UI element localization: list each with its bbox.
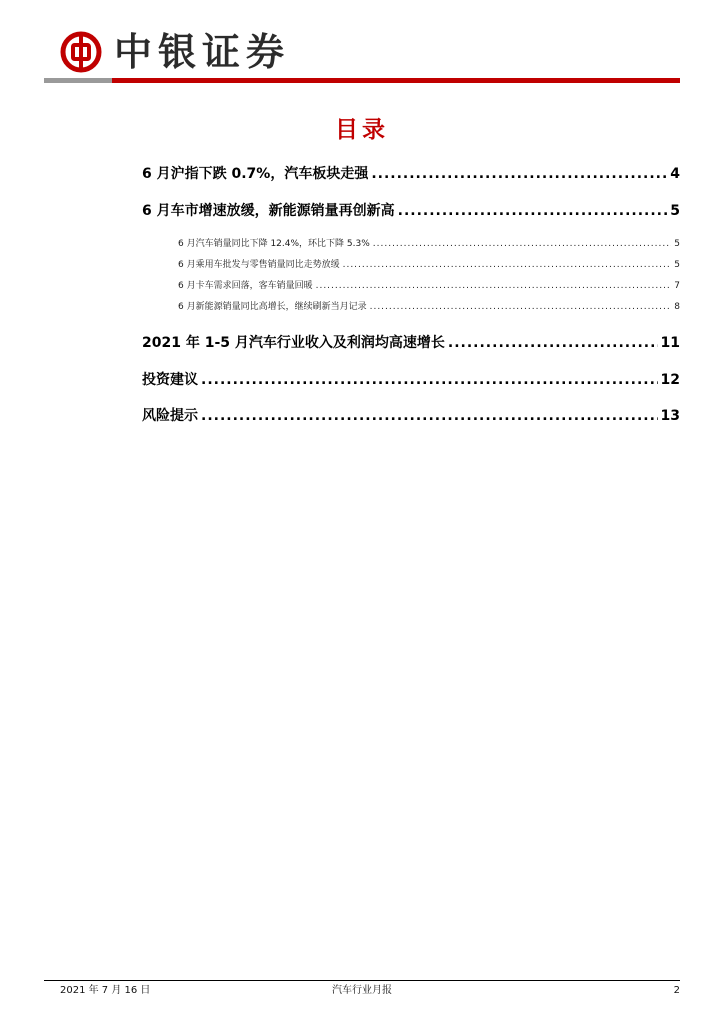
toc-subentry[interactable]	[178, 279, 680, 293]
header-rule-gray	[44, 78, 112, 83]
toc-subentry[interactable]	[178, 300, 680, 314]
toc-leader-dots	[201, 406, 658, 426]
header-rule-red	[112, 78, 680, 83]
toc-entry[interactable]	[142, 333, 680, 353]
toc-subentry-label: 6 月乘用车批发与零售销量同比走势放缓	[178, 260, 340, 270]
toc-leader-dots	[370, 300, 672, 314]
toc-subentry-label: 6 月卡车需求回落，客车销量回暖	[178, 281, 313, 291]
toc-subentry-page: 5	[674, 239, 680, 249]
toc-entry[interactable]	[142, 406, 680, 426]
footer-rule	[44, 980, 680, 981]
brand-name: 中银证券	[114, 29, 291, 74]
toc-title: 目录	[335, 117, 389, 143]
toc-subentry[interactable]	[178, 237, 680, 251]
toc-leader-dots	[398, 201, 668, 221]
footer-date: 2021 年 7 月 16 日	[60, 985, 151, 996]
toc-subentry-page: 7	[674, 281, 680, 291]
toc-subentry-label: 6 月汽车销量同比下降 12.4%，环比下降 5.3%	[178, 239, 370, 249]
footer-page-number: 2	[673, 985, 680, 996]
toc-entry-label: 6 月沪指下跌 0.7%，汽车板块走强	[142, 166, 369, 182]
toc-entry-label: 6 月车市增速放缓，新能源销量再创新高	[142, 203, 395, 219]
toc-entry[interactable]	[142, 201, 680, 221]
toc-entry-page: 12	[660, 372, 680, 388]
toc-leader-dots	[448, 333, 658, 353]
toc-subentry[interactable]	[178, 258, 680, 272]
toc-leader-dots	[373, 237, 672, 251]
toc-entry[interactable]	[142, 164, 680, 184]
toc-subentry-page: 8	[674, 302, 680, 312]
toc-entry[interactable]	[142, 370, 680, 390]
toc-subentry-label: 6 月新能源销量同比高增长，继续刷新当月记录	[178, 302, 367, 312]
toc-leader-dots	[343, 258, 672, 272]
toc-entry-page: 13	[660, 408, 680, 424]
bank-of-china-logo-icon	[60, 31, 102, 73]
toc-leader-dots	[201, 370, 658, 390]
toc-entry-label: 投资建议	[142, 372, 198, 388]
toc-entry-label: 2021 年 1-5 月汽车行业收入及利润均高速增长	[142, 335, 445, 351]
toc-leader-dots	[316, 279, 672, 293]
toc-entry-label: 风险提示	[142, 408, 198, 424]
toc-entry-page: 11	[660, 335, 680, 351]
toc-leader-dots	[371, 164, 667, 184]
footer-report-name: 汽车行业月报	[332, 985, 392, 996]
toc-entry-page: 4	[670, 166, 680, 182]
toc-entry-page: 5	[670, 203, 680, 219]
page-header	[0, 0, 724, 90]
toc-subentry-page: 5	[674, 260, 680, 270]
